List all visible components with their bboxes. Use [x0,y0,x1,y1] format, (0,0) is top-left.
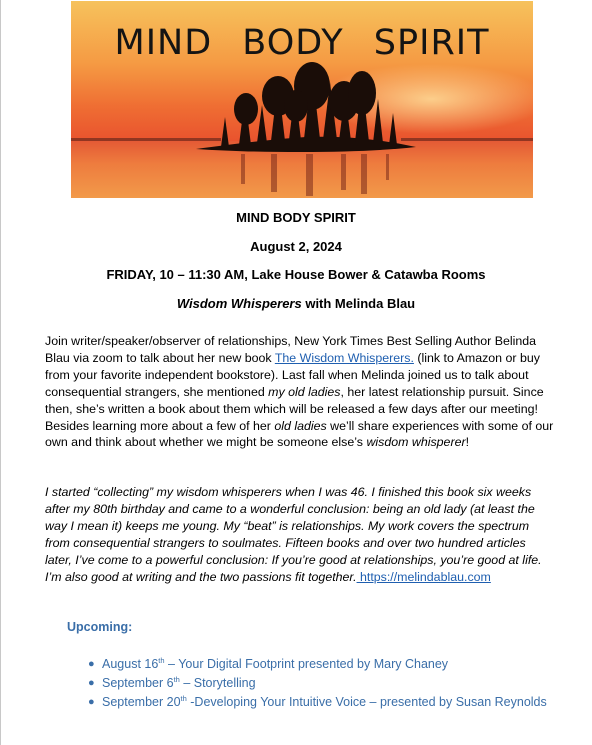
intro-italic-3: wisdom whisperer [366,435,466,450]
event-date-text: September 20 [102,695,181,709]
event-date-text: August 16 [102,657,159,671]
quote-text: I started “collecting” my wisdom whisperers when I was 46. I finished this book six weeks after my 80th birthday and came to a wonderful conclusion: being an old lady (at least the way I mean it) keeps me young. My “beat” is relationships. My work covers the spectrum from consequential strangers to soulmates. Fifteen books and over two hundred articles later, I’ve come to a powerful conclusion: If you’re good at relationships, you’re good at life. I’m also good at writing and the two passions fit together. [45,485,542,584]
list-item [88,675,547,694]
event-description: -Developing Your Intuitive Voice – presented by Susan Reynolds [186,695,547,709]
event-date-text: September 6 [102,676,174,690]
book-link[interactable]: The Wisdom Whisperers. [274,350,414,365]
website-link[interactable]: https://melindablau.com [356,569,491,584]
list-item [88,656,547,675]
intro-text-2: (link to Amazon or buy from your favorite independent bookstore). Last fall when Melinda joined us to talk about consequential strangers, she mentioned [45,350,540,399]
event-description: – Storytelling [179,676,256,690]
upcoming-list [88,656,547,713]
intro-italic-1: my old ladies [268,384,341,399]
page-left-border [0,0,1,745]
intro-text-1: Join writer/speaker/observer of relationships, New York Times Best Selling Author Belinda Blau via zoom to talk about her new book [45,334,537,365]
bullet-icon: ● [88,696,95,708]
subtitle-rest: with Melinda Blau [301,296,416,311]
ordinal-suffix: th [180,693,187,703]
intro-italic-2: old ladies [274,418,327,433]
intro-paragraph [45,333,555,451]
intro-text-5: ! [465,435,470,450]
event-subtitle [0,296,592,311]
quote-paragraph [45,484,555,585]
subtitle-italic: Wisdom Whisperers [176,296,302,311]
ordinal-suffix: th [158,655,165,665]
intro-text-4: we’ll share experiences with some of our own and think about whether we might be someone else’s [45,418,554,450]
event-description: – Your Digital Footprint presented by Mary Chaney [164,657,449,671]
event-title: MIND BODY SPIRIT [236,210,356,225]
event-date: August 2, 2024 [250,239,342,254]
event-time-location: FRIDAY, 10 – 11:30 AM, Lake House Bower & Catawba Rooms [106,267,486,282]
banner-image [71,1,533,198]
intro-text-3: , her latest relationship pursuit. Since then, she’s written a book about them which will be released a few days after our meeting! Besides learning more about a few of her [45,384,544,433]
list-item [88,694,547,713]
bullet-icon: ● [88,677,95,689]
ordinal-suffix: th [173,674,180,684]
bullet-icon: ● [88,658,95,670]
upcoming-label: Upcoming: [67,620,133,634]
banner-title: MIND BODY SPIRIT [114,23,490,63]
